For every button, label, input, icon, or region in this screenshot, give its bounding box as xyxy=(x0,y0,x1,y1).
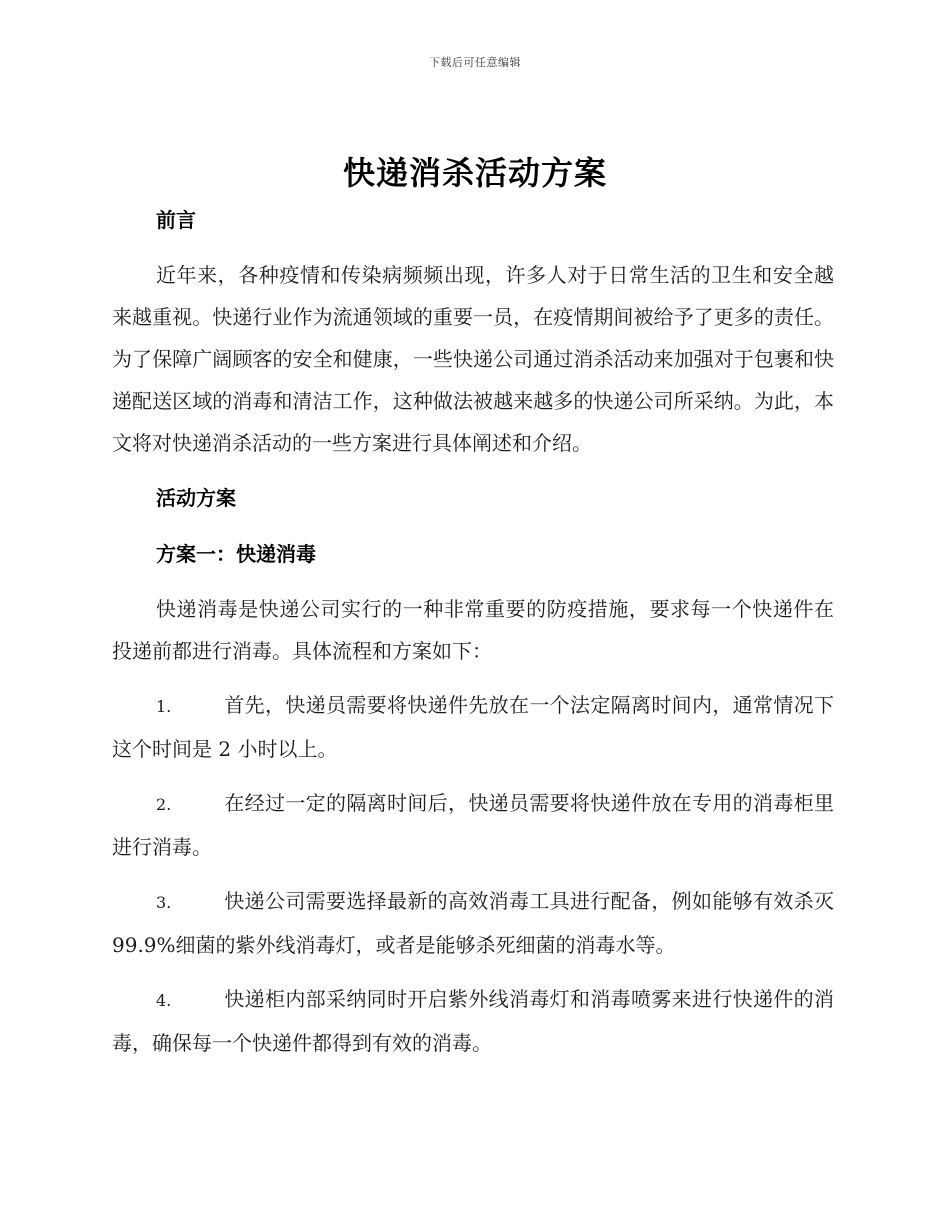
plan1-intro-paragraph: 快递消毒是快递公司实行的一种非常重要的防疫措施，要求每一个快递件在投递前都进行消毒。具体流程和方案如下： xyxy=(112,597,834,663)
list-item-text: 在经过一定的隔离时间后，快递员需要将快递件放在专用的消毒柜里进行消毒。 xyxy=(112,791,834,859)
list-item-text: 快递柜内部采纳同时开启紫外线消毒灯和消毒喷雾来进行快递件的消毒，确保每一个快递件都得到有效的消毒。 xyxy=(112,987,834,1055)
list-item xyxy=(112,684,834,770)
header-note: 下载后可任意编辑 xyxy=(429,56,521,69)
list-number: 1. xyxy=(156,697,172,716)
preface-heading: 前言 xyxy=(156,208,196,232)
preface-paragraph: 近年来，各种疫情和传染病频频出现，许多人对于日常生活的卫生和安全越来越重视。快递行业作为流通领域的重要一员，在疫情期间被给予了更多的责任。为了保障广阔顾客的安全和健康，一些快递公司通过消杀活动来加强对于包裹和快递配送区域的消毒和清洁工作，这种做法被越来越多的快递公司所采纳。为此，本文将对快递消杀活动的一些方案进行具体阐述和介绍。 xyxy=(112,263,834,455)
list-item xyxy=(112,880,834,966)
list-item xyxy=(112,782,834,868)
page-title: 快递消杀活动方案 xyxy=(342,154,607,192)
list-number: 4. xyxy=(156,991,172,1010)
list-number: 2. xyxy=(156,795,172,814)
plan1-heading: 方案一：快递消毒 xyxy=(156,542,316,566)
list-item-text: 快递公司需要选择最新的高效消毒工具进行配备，例如能够有效杀灭 99.9%细菌的紫外线消毒灯，或者是能够杀死细菌的消毒水等。 xyxy=(112,889,834,957)
list-item xyxy=(112,978,834,1064)
plan-heading: 活动方案 xyxy=(156,486,236,510)
list-item-text: 首先，快递员需要将快递件先放在一个法定隔离时间内，通常情况下这个时间是 2 小时以上。 xyxy=(112,693,834,761)
list-number: 3. xyxy=(156,893,172,912)
document-body xyxy=(112,198,834,1064)
